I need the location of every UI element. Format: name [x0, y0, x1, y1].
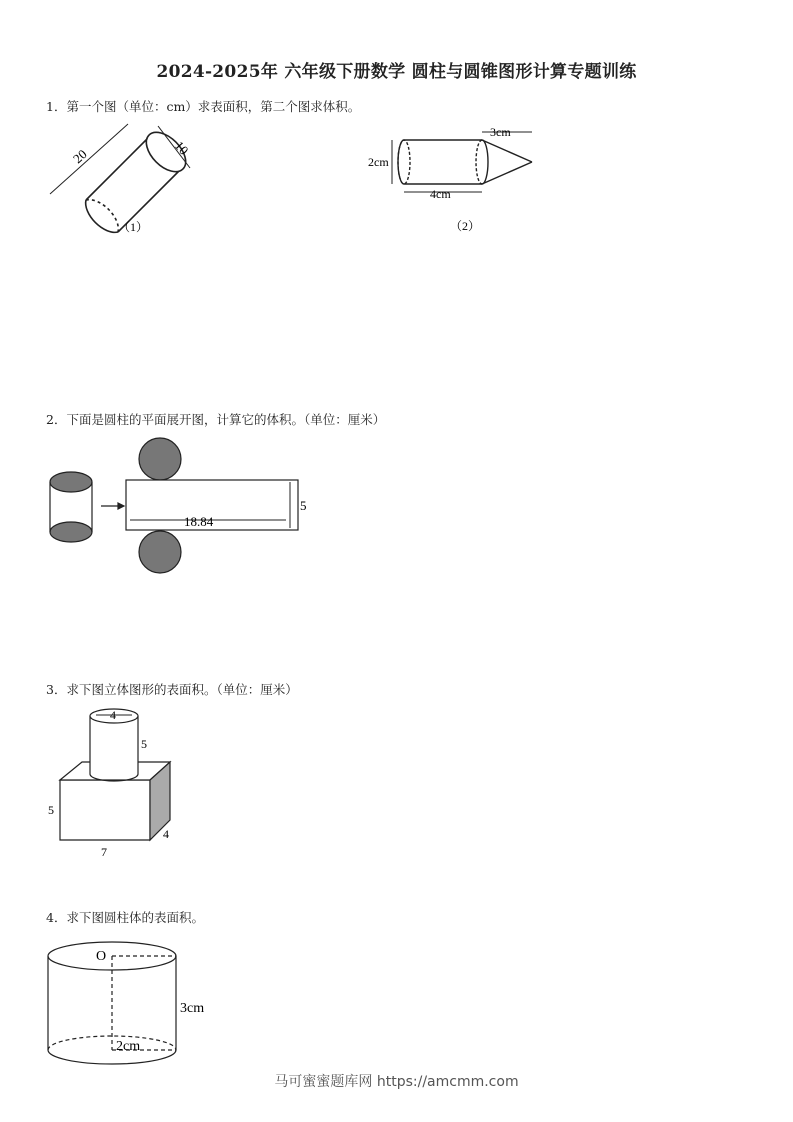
q1-fig1-caption: （1） [118, 220, 149, 234]
page-title: 2024-2025年 六年级下册数学 圆柱与圆锥图形计算专题训练 [156, 62, 637, 82]
q4-height: 3cm [180, 1001, 205, 1016]
question-1-text: 1．第一个图（单位：cm）求表面积，第二个图求体积。 [46, 99, 361, 114]
q1-fig1-diameter: 10 [171, 137, 192, 158]
q1-fig2-cone-length: 3cm [490, 125, 511, 139]
q3-box-depth: 4 [163, 827, 169, 841]
footer-watermark: 马可蜜蜜题库网 https://amcmm.com [274, 1074, 519, 1090]
question-4-text: 4．求下图圆柱体的表面积。 [46, 910, 204, 925]
q4-figure [44, 942, 224, 1068]
q1-figure-1 [40, 124, 192, 244]
q1-fig2-cyl-length: 4cm [430, 187, 451, 201]
q1-figure-2 [366, 122, 546, 240]
q1-fig2-diameter: 2cm [368, 155, 389, 169]
q2-figure [46, 436, 316, 578]
q3-figure [44, 704, 194, 864]
q1-fig1-length: 20 [69, 146, 90, 167]
q4-radius: 2cm [116, 1039, 141, 1054]
q4-center-label: O [96, 949, 107, 964]
question-3-text: 3．求下图立体图形的表面积。（单位：厘米） [46, 682, 298, 697]
q2-height: 5 [300, 498, 307, 513]
q3-cyl-diameter: 4 [110, 708, 116, 722]
q1-fig2-caption: （2） [450, 219, 481, 233]
q2-width: 18.84 [184, 514, 214, 529]
q3-cyl-height: 5 [141, 737, 147, 751]
question-2-text: 2．下面是圆柱的平面展开图，计算它的体积。（单位：厘米） [46, 412, 386, 427]
q3-box-height: 5 [48, 803, 54, 817]
q3-box-length: 7 [101, 845, 107, 859]
